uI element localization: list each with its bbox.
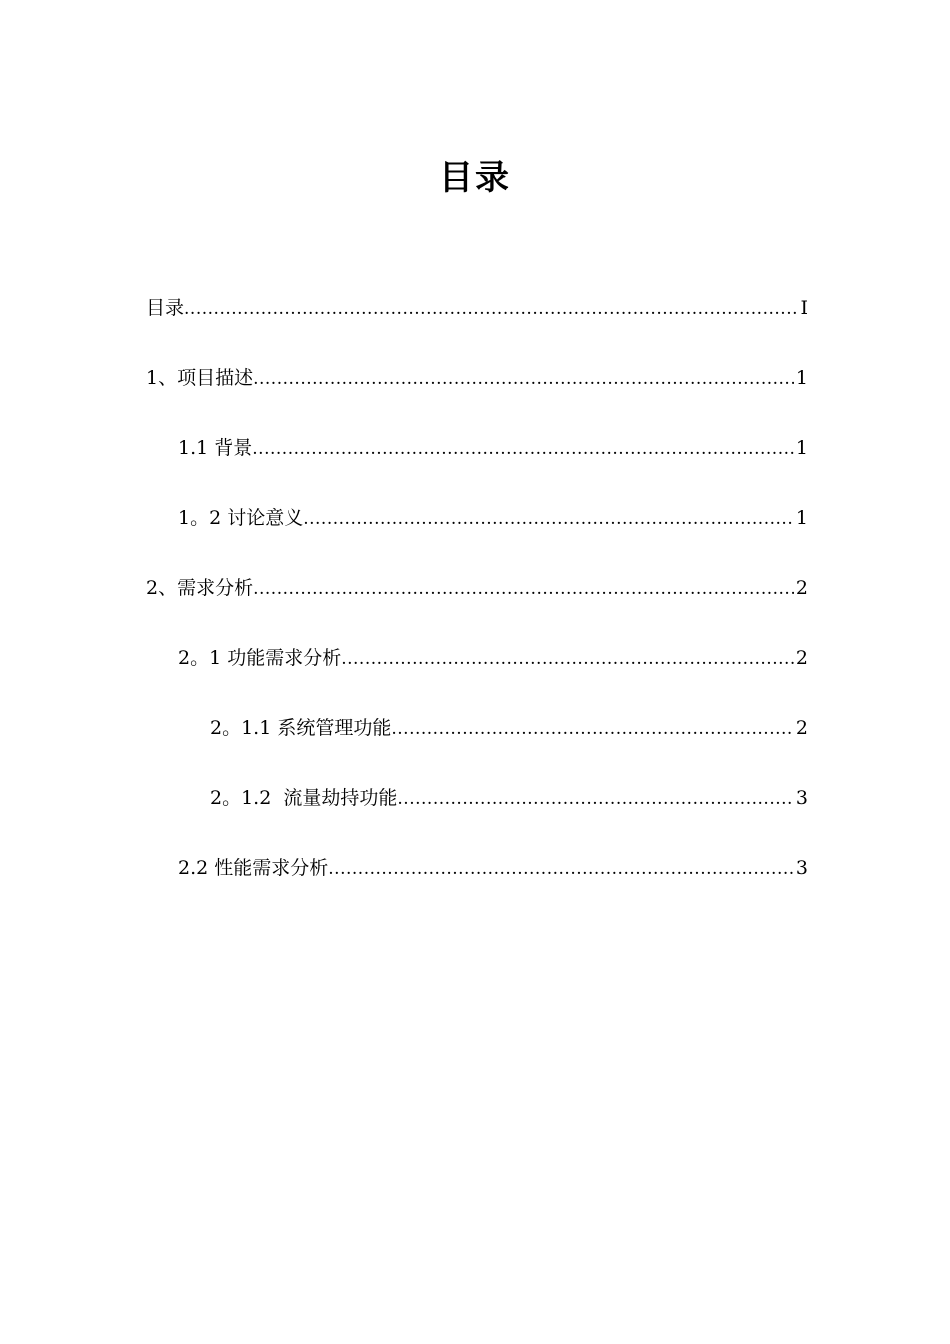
toc-entry-label: 2.2 性能需求分析: [178, 857, 329, 879]
toc-entry-traffic-hijacking[interactable]: [146, 780, 808, 850]
toc-entry-contents[interactable]: [146, 290, 808, 360]
toc-page-number: 2: [795, 647, 808, 669]
toc-entry-performance-requirements[interactable]: [146, 850, 808, 920]
toc-entry-label: 2、需求分析: [146, 577, 254, 599]
dot-leader: [397, 781, 794, 817]
toc-entry-label: 1、项目描述: [146, 367, 254, 389]
dot-leader: [341, 641, 794, 677]
toc-page-number: 1: [795, 437, 808, 459]
toc-page-number: 2: [795, 577, 808, 599]
toc-page-number: I: [800, 297, 808, 319]
toc-entry-label: 1.1 背景: [178, 437, 253, 459]
toc-page-number: 3: [795, 857, 808, 879]
toc-title: 目录: [439, 158, 511, 198]
dot-leader: [252, 431, 794, 467]
dot-leader: [253, 361, 794, 397]
dot-leader: [328, 851, 794, 887]
table-of-contents: [146, 290, 808, 920]
dot-leader: [184, 291, 798, 327]
dot-leader: [253, 571, 794, 607]
toc-entry-label: 目录: [146, 297, 185, 319]
toc-entry-label: 2。1 功能需求分析: [178, 647, 342, 669]
dot-leader: [303, 501, 794, 537]
toc-page-number: 2: [795, 717, 808, 739]
toc-page-number: 1: [795, 507, 808, 529]
toc-entry-label: 2。1.1 系统管理功能: [210, 717, 392, 739]
toc-entry-label: 1。2 讨论意义: [178, 507, 304, 529]
toc-entry-significance[interactable]: [146, 500, 808, 570]
toc-entry-project-description[interactable]: [146, 360, 808, 430]
toc-entry-background[interactable]: [146, 430, 808, 500]
dot-leader: [391, 711, 794, 747]
toc-page-number: 1: [795, 367, 808, 389]
toc-entry-label: 2。1.2 流量劫持功能: [210, 787, 398, 809]
toc-entry-requirements-analysis[interactable]: [146, 570, 808, 640]
toc-entry-functional-requirements[interactable]: [146, 640, 808, 710]
toc-entry-system-management[interactable]: [146, 710, 808, 780]
toc-page-number: 3: [795, 787, 808, 809]
